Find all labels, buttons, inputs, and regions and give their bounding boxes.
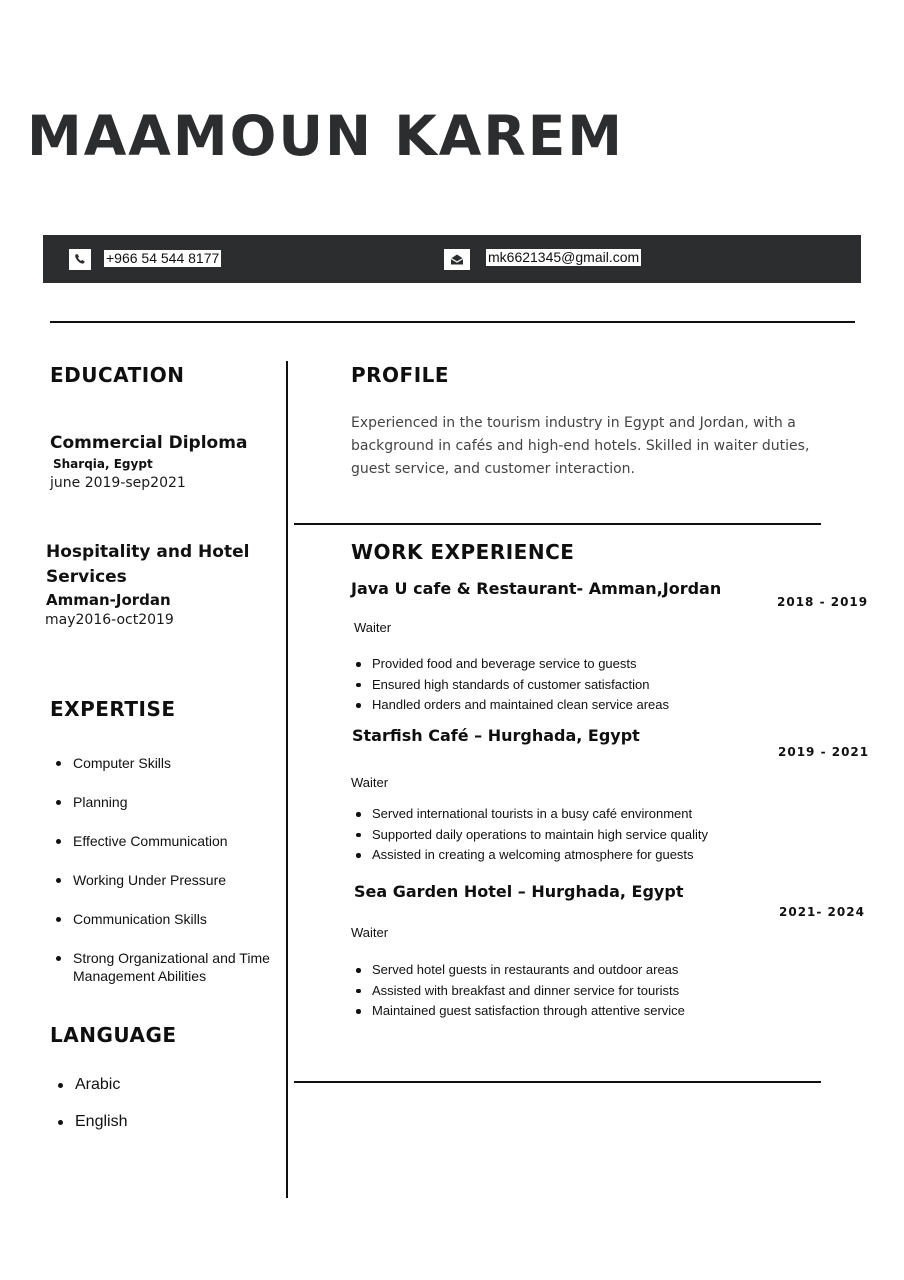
job-duty: Ensured high standards of customer satisfaction <box>352 675 669 696</box>
expertise-item: Planning <box>50 793 280 811</box>
education-place-1: Sharqia, Egypt <box>53 457 153 471</box>
expertise-list <box>50 754 280 1006</box>
email-address[interactable]: mk6621345@gmail.com <box>488 249 640 265</box>
expertise-item: Working Under Pressure <box>50 871 280 889</box>
top-divider <box>50 321 855 323</box>
job-role: Waiter <box>351 775 389 790</box>
job-duty: Assisted in creating a welcoming atmosphere for guests <box>352 845 708 866</box>
language-item: Arabic <box>52 1075 272 1095</box>
work-heading: WORK EXPERIENCE <box>351 540 575 564</box>
job-duties <box>352 654 669 716</box>
expertise-heading: EXPERTISE <box>50 697 176 721</box>
expertise-item: Effective Communication <box>50 832 280 850</box>
job-title: Sea Garden Hotel – Hurghada, Egypt <box>354 882 684 901</box>
education-degree-2: Hospitality and Hotel Services <box>46 542 250 587</box>
phone-number[interactable]: +966 54 544 8177 <box>106 250 220 266</box>
job-duty: Served hotel guests in restaurants and outdoor areas <box>352 960 685 981</box>
expertise-item: Computer Skills <box>50 754 280 772</box>
education-dates-2: may2016-oct2019 <box>45 612 174 628</box>
job-duty: Assisted with breakfast and dinner service for tourists <box>352 981 685 1002</box>
job-duty: Maintained guest satisfaction through attentive service <box>352 1001 685 1022</box>
contact-bar <box>43 235 861 283</box>
job-role: Waiter <box>351 925 389 940</box>
education-heading: EDUCATION <box>50 363 185 387</box>
job-duties <box>352 960 685 1022</box>
job-title: Java U cafe & Restaurant- Amman,Jordan <box>351 579 722 598</box>
education-place-2: Amman-Jordan <box>46 591 171 609</box>
education-degree-1: Commercial Diploma <box>50 433 248 453</box>
profile-text: Experienced in the tourism industry in Egypt and Jordan, with a background in cafés and high-end hotels. Skilled in waiter duties, guest service, and customer interaction. <box>351 415 810 477</box>
job-duty: Served international tourists in a busy café environment <box>352 804 708 825</box>
job-years: 2018 - 2019 <box>777 595 869 609</box>
profile-divider <box>294 523 821 525</box>
job-years: 2019 - 2021 <box>778 745 870 759</box>
language-list <box>52 1075 272 1149</box>
expertise-item: Strong Organizational and Time Management Abilities <box>50 949 280 985</box>
phone-icon <box>69 249 91 270</box>
resume-name: MAAMOUN KAREM <box>27 104 625 168</box>
job-duty: Provided food and beverage service to guests <box>352 654 669 675</box>
job-years: 2021- 2024 <box>779 905 865 919</box>
language-item: English <box>52 1112 272 1132</box>
job-title: Starfish Café – Hurghada, Egypt <box>352 726 640 745</box>
column-divider <box>286 361 288 1198</box>
education-dates-1: june 2019-sep2021 <box>50 475 186 491</box>
language-heading: LANGUAGE <box>50 1023 177 1047</box>
envelope-icon <box>444 249 470 270</box>
job-role: Waiter <box>354 620 392 635</box>
job-duty: Handled orders and maintained clean service areas <box>352 695 669 716</box>
expertise-item: Communication Skills <box>50 910 280 928</box>
profile-heading: PROFILE <box>351 363 450 387</box>
job-duties <box>352 804 708 866</box>
job-duty: Supported daily operations to maintain high service quality <box>352 825 708 846</box>
work-bottom-divider <box>294 1081 821 1083</box>
